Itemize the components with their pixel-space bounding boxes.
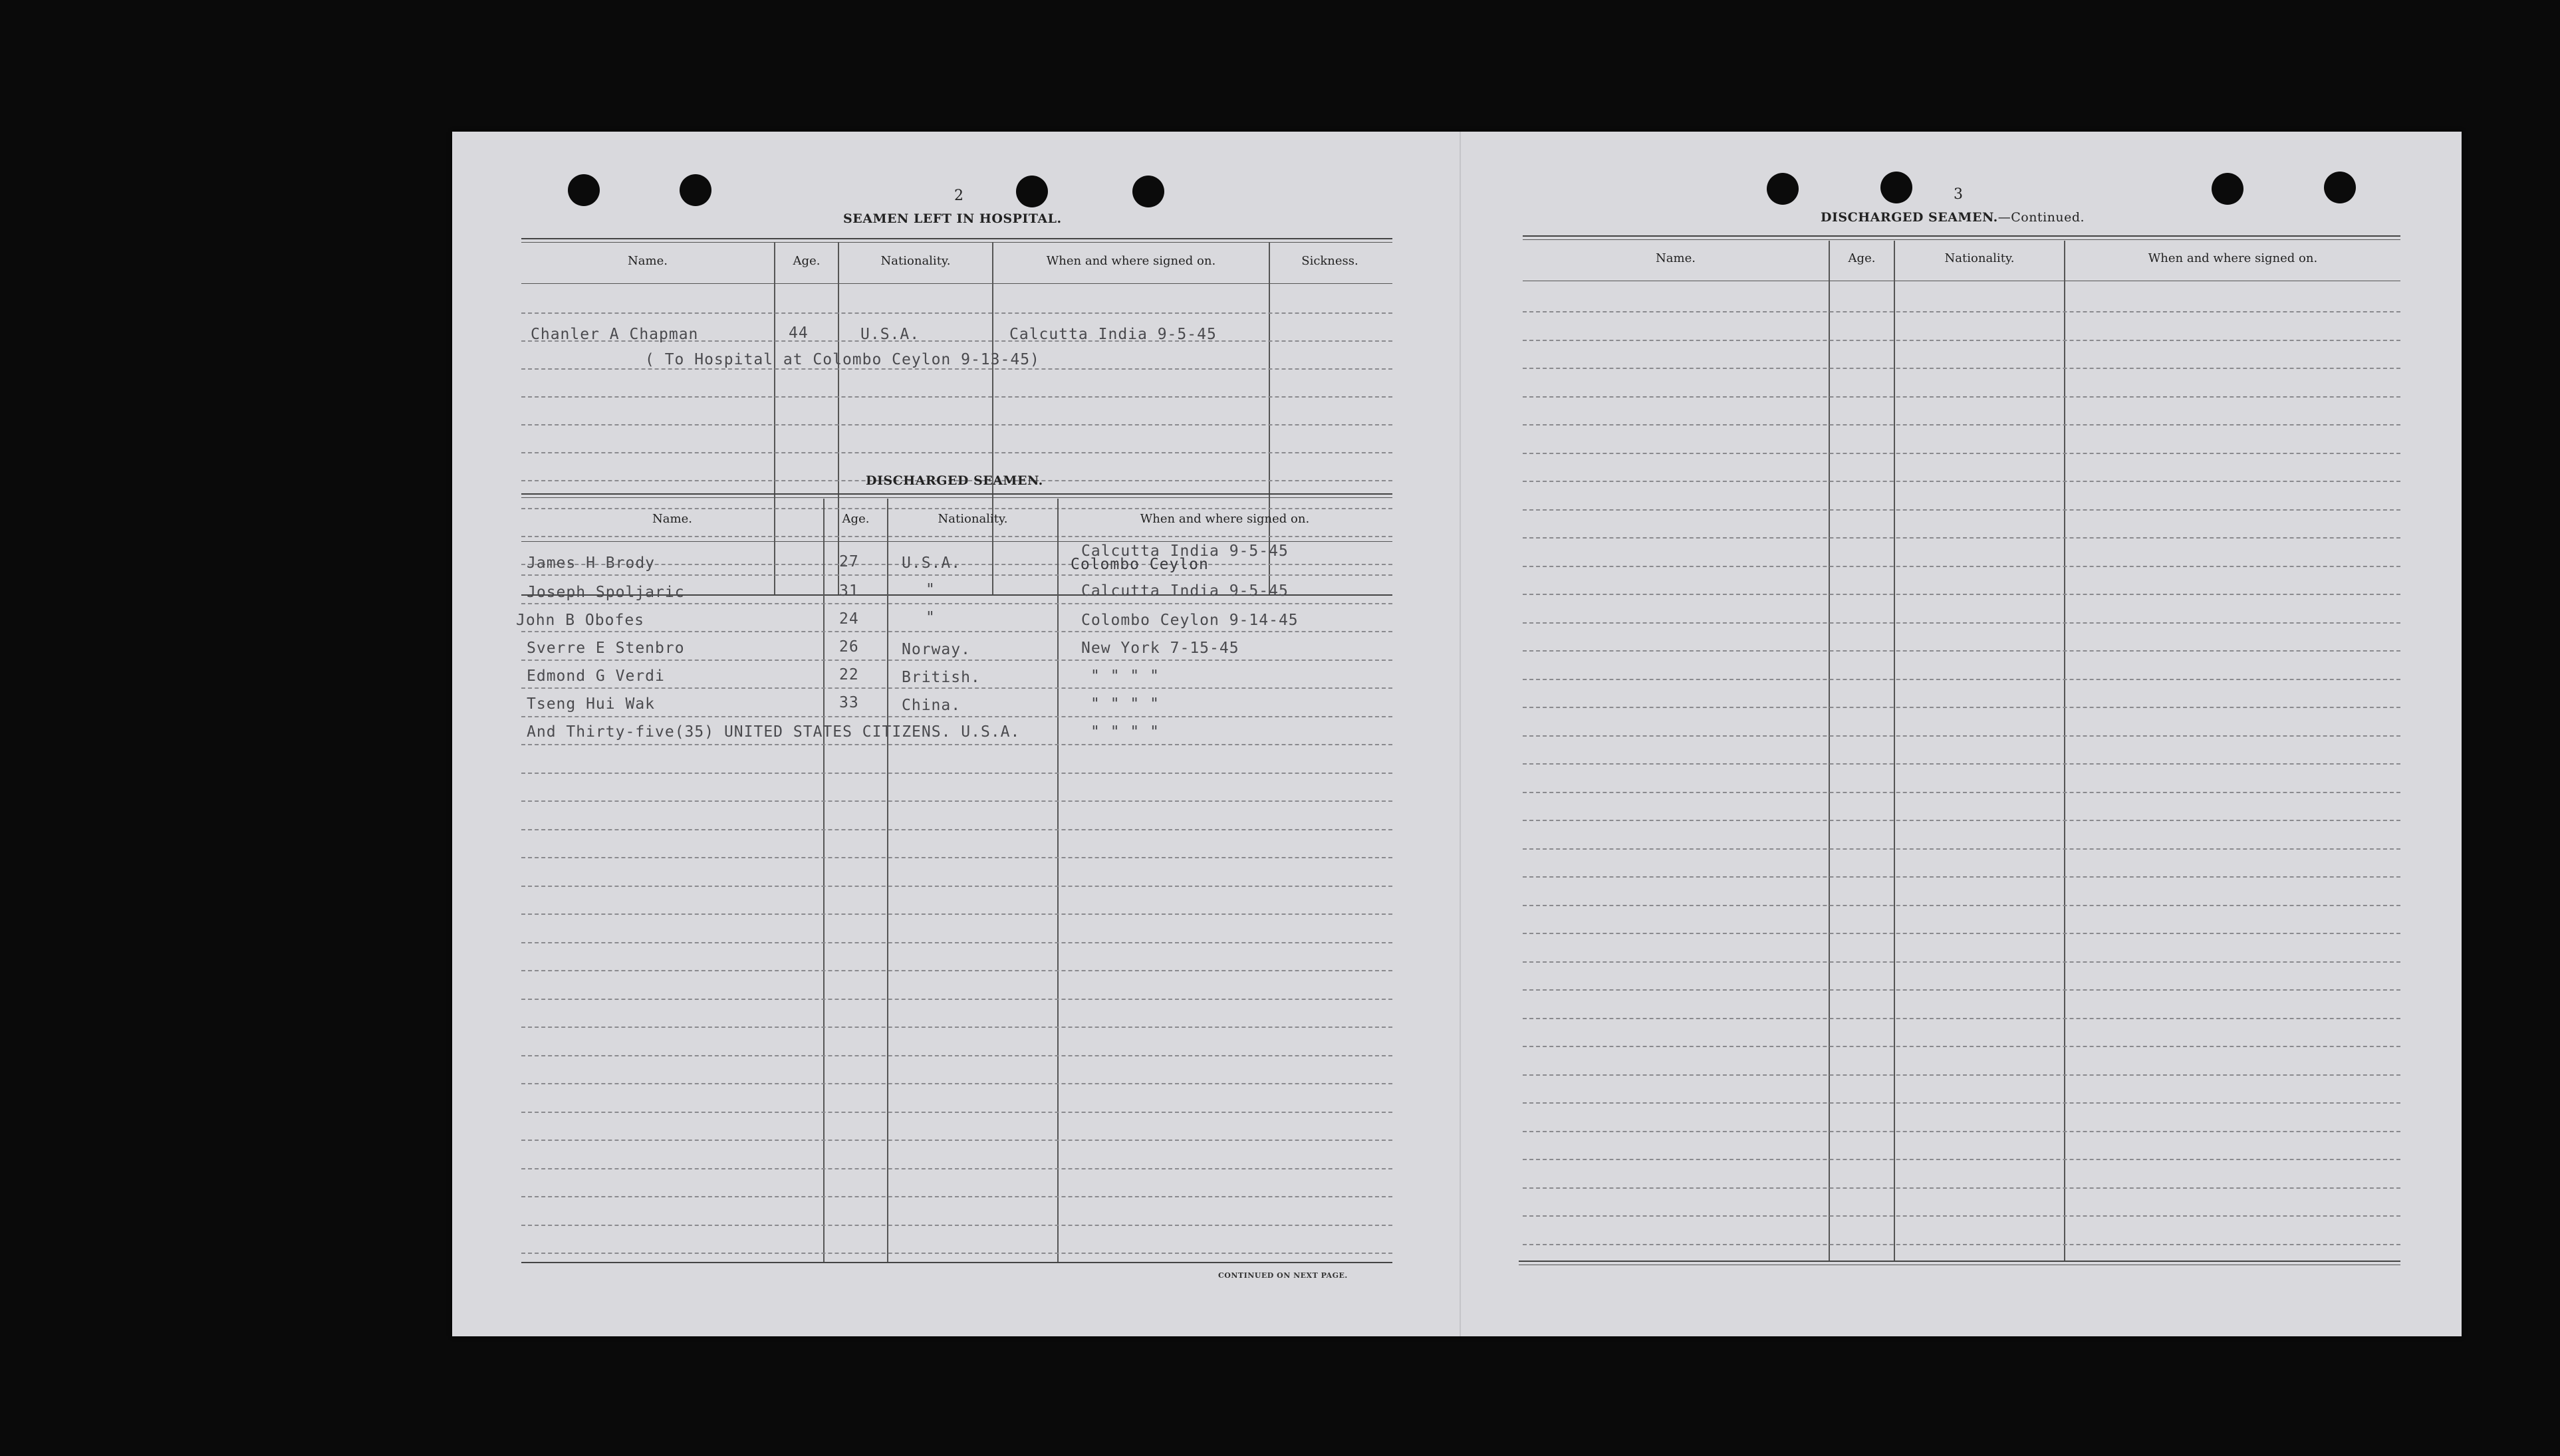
discharged-col-name: Name.	[652, 512, 692, 526]
discharged-signed-on: " " " "	[1090, 695, 1160, 713]
discharged-col-age: Age.	[842, 512, 870, 526]
ruled-line	[1523, 509, 2400, 511]
hospital-col-nationality: Nationality.	[880, 254, 951, 268]
discharged-age: 24	[839, 610, 859, 628]
ruled-line	[1523, 848, 2400, 850]
ruled-line	[1523, 1187, 2400, 1189]
ruled-line	[1523, 792, 2400, 793]
punch-hole	[568, 174, 600, 206]
ruled-line	[521, 1140, 1392, 1141]
ruled-line	[1523, 735, 2400, 737]
ruled-line	[1523, 481, 2400, 482]
discharged-signed-on: " " " "	[1090, 667, 1160, 685]
ruled-line	[521, 1055, 1392, 1056]
discharged-name: Edmond G Verdi	[527, 667, 665, 685]
punch-hole	[1767, 173, 1799, 205]
hospital-section-title: SEAMEN LEFT IN HOSPITAL.	[843, 211, 1062, 226]
ruled-line	[1523, 537, 2400, 539]
discharged-nationality: "	[926, 581, 936, 598]
ruled-line	[1523, 622, 2400, 624]
ruled-line	[1523, 1131, 2400, 1132]
discharged-nationality: China.	[902, 697, 961, 714]
discharged-signed-on: Calcutta India 9-5-45	[1081, 582, 1289, 600]
discharged-nationality: U.S.A.	[902, 554, 961, 572]
hospital-entry-signed-on: Calcutta India 9-5-45	[1009, 326, 1217, 343]
discharged-name: And Thirty-five(35) UNITED STATES CITIZENS. U.S.A.	[527, 723, 1021, 741]
ruled-line	[521, 913, 1392, 915]
discharged-signed-on: " " " "	[1090, 723, 1160, 741]
discharged-nationality: Norway.	[902, 641, 971, 658]
document-sheet	[452, 132, 2462, 1336]
page-number-right: 3	[1954, 186, 1963, 203]
rule	[521, 238, 1392, 239]
discharged-name: James H Brody	[527, 554, 656, 572]
discharged-age: 26	[839, 638, 859, 656]
rule	[521, 493, 1392, 495]
ruled-line	[1523, 1102, 2400, 1104]
ruled-line	[1523, 763, 2400, 765]
ruled-line	[1523, 1018, 2400, 1019]
ruled-line	[1523, 1215, 2400, 1217]
ruled-line	[1523, 1159, 2400, 1160]
right-col-signed-on: When and where signed on.	[2148, 251, 2318, 265]
ruled-line	[521, 1112, 1392, 1113]
ruled-line	[521, 424, 1392, 425]
ruled-line	[521, 396, 1392, 398]
ruled-line	[521, 744, 1392, 745]
discharged-col-signed-on: When and where signed on.	[1140, 512, 1310, 526]
ruled-line	[521, 312, 1392, 314]
column-divider	[1894, 241, 1895, 1261]
ruled-line	[1523, 594, 2400, 595]
ruled-line	[521, 536, 1392, 537]
punch-hole	[1016, 176, 1048, 207]
punch-hole	[2324, 172, 2356, 203]
ruled-line	[521, 800, 1392, 802]
discharged-section-title: DISCHARGED SEAMEN.	[866, 473, 1043, 488]
hospital-col-signed-on: When and where signed on.	[1046, 254, 1216, 268]
punch-hole	[1880, 172, 1912, 203]
ruled-line	[1523, 311, 2400, 312]
column-divider	[2064, 241, 2065, 1261]
discharged-name: Tseng Hui Wak	[527, 695, 656, 713]
right-section-title	[1821, 210, 2085, 225]
page-fold	[1460, 132, 1461, 1336]
discharged-age: 33	[839, 694, 859, 711]
discharged-signed-on: Colombo Ceylon 9-14-45	[1081, 612, 1299, 629]
ruled-line	[1523, 820, 2400, 821]
ruled-line	[1523, 1244, 2400, 1245]
column-divider	[1057, 499, 1059, 1263]
ruled-line	[1523, 961, 2400, 963]
hospital-entry-note: ( To Hospital at Colombo Ceylon 9-13-45)	[645, 351, 1040, 368]
ruled-line	[1523, 679, 2400, 680]
hospital-entry-age: 44	[789, 324, 809, 342]
right-title-suffix: —Continued.	[1997, 210, 2085, 225]
ruled-line	[521, 1027, 1392, 1028]
right-title-text: DISCHARGED SEAMEN.	[1821, 210, 1998, 225]
discharged-signed-on: New York 7-15-45	[1081, 640, 1239, 657]
rule	[521, 497, 1392, 498]
ruled-line	[521, 773, 1392, 774]
ruled-line	[1523, 1046, 2400, 1047]
discharged-age: 22	[839, 666, 859, 683]
discharged-age: 31	[839, 582, 859, 600]
right-col-name: Name.	[1656, 251, 1696, 265]
punch-hole	[680, 174, 711, 206]
ruled-line	[521, 1083, 1392, 1084]
ruled-line	[521, 368, 1392, 370]
discharged-signed-on: Calcutta India 9-5-45	[1081, 543, 1289, 560]
ruled-line	[1523, 424, 2400, 425]
rule	[1523, 239, 2400, 240]
ruled-line	[521, 829, 1392, 830]
hospital-col-age: Age.	[793, 254, 821, 268]
ruled-line	[521, 886, 1392, 887]
right-col-nationality: Nationality.	[1944, 251, 2015, 265]
rule	[521, 541, 1392, 542]
ruled-line	[521, 942, 1392, 943]
ruled-line	[521, 857, 1392, 858]
discharged-col-nationality: Nationality.	[938, 512, 1008, 526]
ruled-line	[1523, 905, 2400, 906]
continued-footer: CONTINUED ON NEXT PAGE.	[1218, 1271, 1348, 1280]
punch-hole	[2212, 173, 2243, 205]
ruled-line	[521, 1196, 1392, 1197]
ruled-line	[521, 631, 1392, 632]
ruled-line	[1523, 453, 2400, 454]
discharged-nationality: British.	[902, 669, 981, 686]
ruled-line	[1523, 1074, 2400, 1076]
hospital-entry-nationality: U.S.A.	[860, 326, 920, 343]
ruled-line	[1523, 707, 2400, 708]
hospital-entry-name: Chanler A Chapman	[531, 326, 699, 343]
ruled-line	[521, 716, 1392, 717]
discharged-nationality: "	[926, 609, 936, 626]
column-divider	[1829, 241, 1830, 1261]
discharged-name: John B Obofes	[516, 612, 645, 629]
rule	[521, 1262, 1392, 1263]
ruled-line	[1523, 876, 2400, 878]
ruled-line	[521, 999, 1392, 1000]
rule	[521, 242, 1392, 243]
rule	[1519, 1261, 2400, 1262]
column-divider	[823, 499, 825, 1263]
discharged-overstrike: Colombo Ceylon	[1071, 556, 1209, 573]
punch-hole	[1132, 176, 1164, 207]
ruled-line	[521, 1168, 1392, 1169]
discharged-name: Sverre E Stenbro	[527, 640, 685, 657]
ruled-line	[521, 1253, 1392, 1254]
ruled-line	[521, 508, 1392, 509]
discharged-age: 27	[839, 553, 859, 570]
ruled-line	[1523, 650, 2400, 652]
ruled-line	[521, 660, 1392, 661]
ruled-line	[1523, 989, 2400, 991]
ruled-line	[521, 452, 1392, 453]
page-number-left: 2	[954, 187, 963, 204]
ruled-line	[1523, 340, 2400, 341]
ruled-line	[521, 603, 1392, 604]
hospital-col-name: Name.	[628, 254, 668, 268]
ruled-line	[1523, 933, 2400, 934]
ruled-line	[521, 970, 1392, 971]
right-col-age: Age.	[1848, 251, 1876, 265]
ruled-line	[521, 687, 1392, 689]
rule	[521, 283, 1392, 284]
ruled-line	[1523, 396, 2400, 398]
column-divider	[887, 499, 888, 1263]
rule	[1523, 235, 2400, 237]
ruled-line	[521, 574, 1392, 576]
ruled-line	[1523, 566, 2400, 567]
discharged-name: Joseph Spoljaric	[527, 584, 685, 601]
ruled-line	[1523, 368, 2400, 369]
ruled-line	[521, 1225, 1392, 1226]
hospital-col-sickness: Sickness.	[1301, 254, 1358, 268]
